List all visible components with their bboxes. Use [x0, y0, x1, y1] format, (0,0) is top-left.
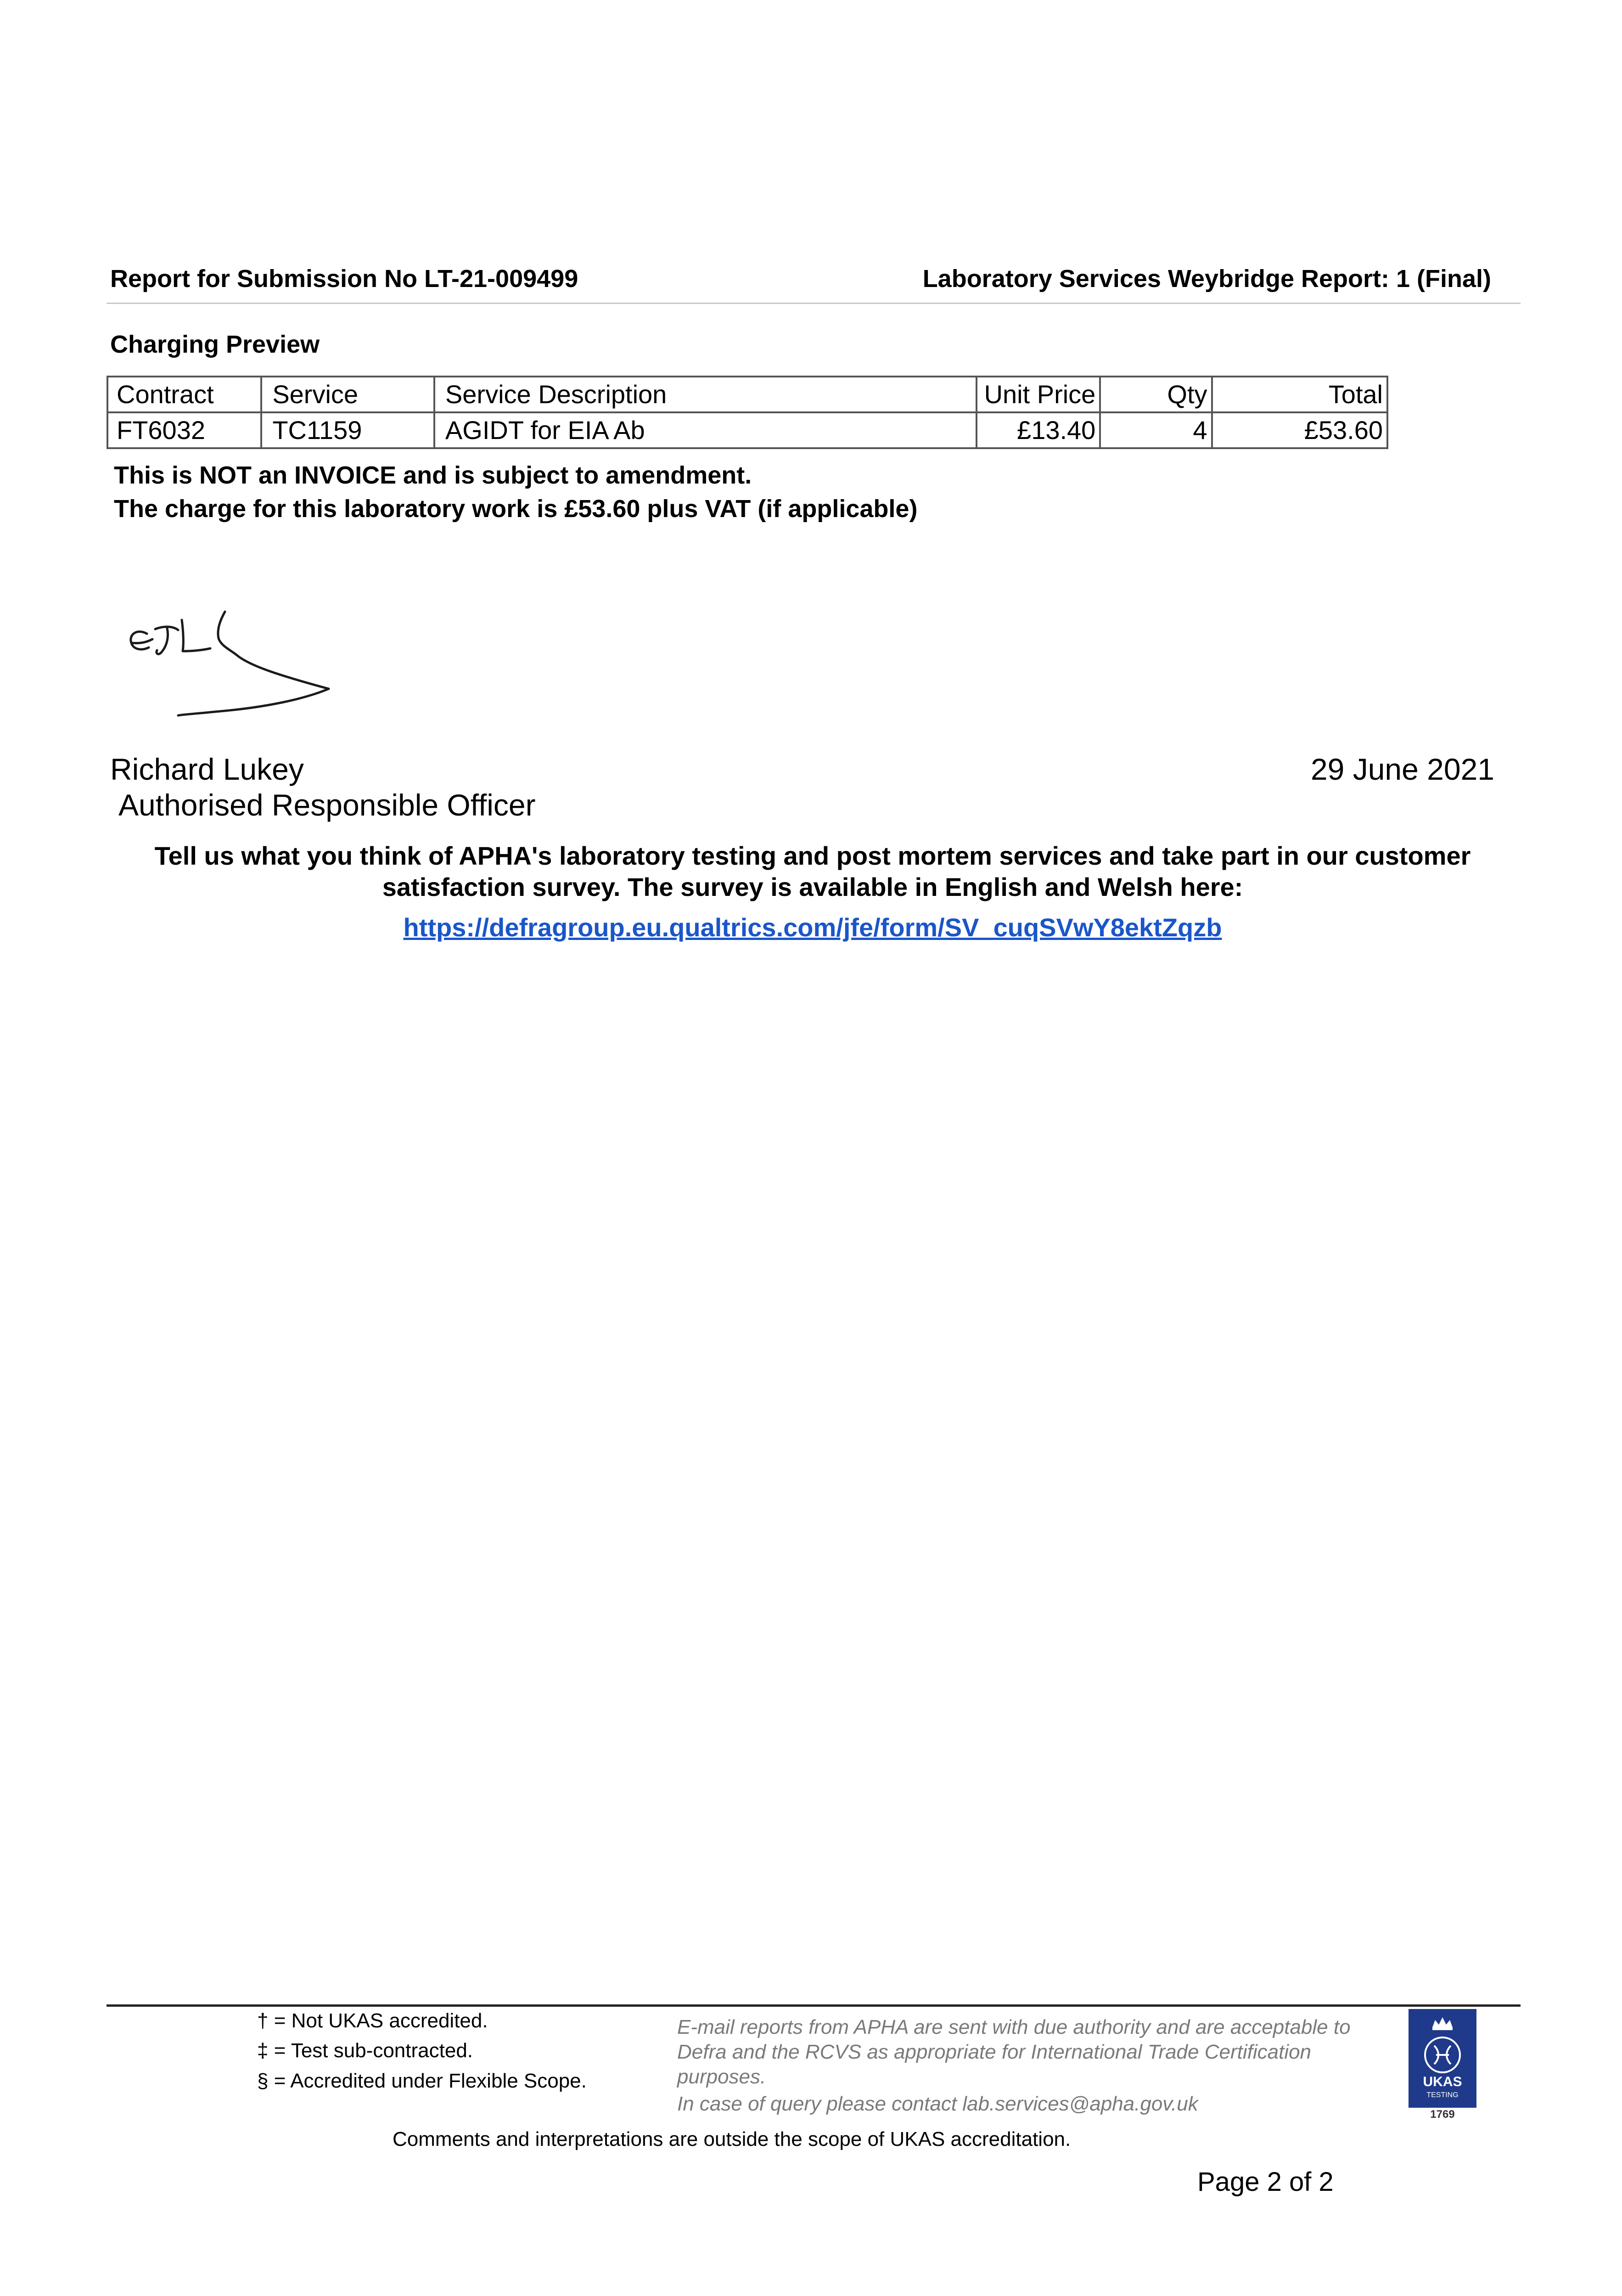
legend-sub-contracted: ‡ = Test sub-contracted. — [257, 2039, 473, 2062]
table-row — [107, 412, 1387, 448]
signature-date: 29 June 2021 — [1310, 752, 1494, 786]
legend-flexible-scope: § = Accredited under Flexible Scope. — [257, 2070, 587, 2092]
signatory-name: Richard Lukey — [110, 752, 304, 786]
ukas-crown-icon — [1401, 2009, 1484, 2110]
survey-invitation: Tell us what you think of APHA's laboratory testing and post mortem services and take part in our customer satisfaction survey. The survey is available in English and Welsh here: — [154, 841, 1471, 901]
cell-description: AGIDT for EIA Ab — [434, 412, 977, 448]
cell-service: TC1159 — [261, 412, 434, 448]
column-header-service: Service — [261, 377, 434, 412]
table-header-row — [107, 377, 1387, 412]
email-disclaimer: E-mail reports from APHA are sent with due authority and are acceptable to Defra and the RCVS as appropriate for International Trade Certification purposes. — [677, 2016, 1351, 2088]
ukas-logo — [1401, 2009, 1484, 2121]
report-submission-title: Report for Submission No LT-21-009499 — [110, 265, 578, 293]
charging-preview-title: Charging Preview — [110, 331, 320, 358]
charge-amount-note: The charge for this laboratory work is £53.60 plus VAT (if applicable) — [114, 495, 918, 523]
survey-link[interactable]: https://defragroup.eu.qualtrics.com/jfe/form/SV_cuqSVwY8ektZqzb — [403, 913, 1222, 942]
cell-qty: 4 — [1100, 412, 1212, 448]
ukas-label: UKAS — [1423, 2074, 1462, 2089]
column-header-description: Service Description — [434, 377, 977, 412]
column-header-qty: Qty — [1100, 377, 1212, 412]
ukas-number: 1769 — [1430, 2108, 1455, 2121]
page-number: Page 2 of 2 — [1197, 2167, 1334, 2197]
charging-table — [107, 376, 1388, 449]
header-divider — [107, 303, 1521, 304]
column-header-unit-price: Unit Price — [977, 377, 1100, 412]
lab-report-title: Laboratory Services Weybridge Report: 1 (Final) — [922, 265, 1491, 293]
cell-unit-price: £13.40 — [977, 412, 1100, 448]
not-invoice-note: This is NOT an INVOICE and is subject to amendment. — [114, 461, 752, 489]
signatory-role: Authorised Responsible Officer — [118, 788, 536, 822]
ukas-comments-note: Comments and interpretations are outside the scope of UKAS accreditation. — [393, 2128, 1071, 2150]
ukas-sub-label: TESTING — [1426, 2091, 1459, 2099]
query-contact: In case of query please contact lab.services@apha.gov.uk — [677, 2093, 1198, 2115]
footer-divider — [107, 2004, 1521, 2007]
column-header-total: Total — [1212, 377, 1387, 412]
cell-contract: FT6032 — [107, 412, 261, 448]
cell-total: £53.60 — [1212, 412, 1387, 448]
column-header-contract: Contract — [107, 377, 261, 412]
survey-link-container — [110, 912, 1515, 944]
handwritten-signature — [123, 606, 343, 744]
legend-not-accredited: † = Not UKAS accredited. — [257, 2009, 488, 2032]
